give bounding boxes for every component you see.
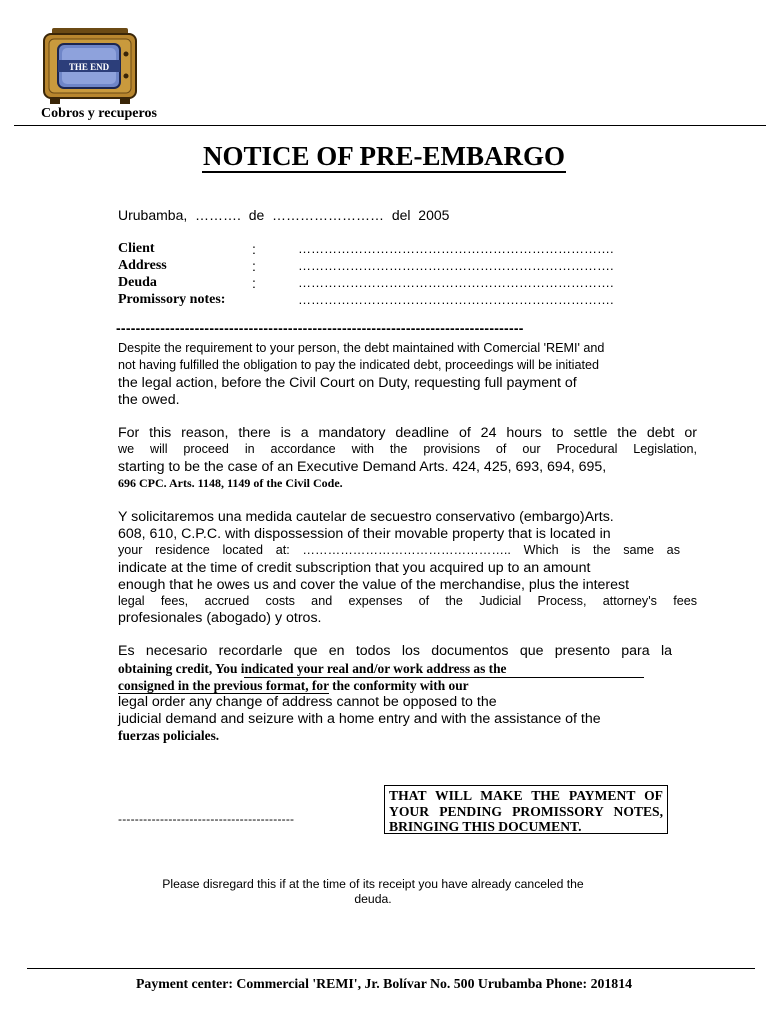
field-value-client: ………………………………………………………………. <box>298 241 614 256</box>
footer-divider <box>27 968 755 969</box>
section-separator: ----------------------------------------------------------------------------------- <box>116 320 524 336</box>
company-name: Cobros y recuperos <box>41 106 157 121</box>
disregard-note <box>118 877 628 907</box>
notice-line: BRINGING THIS DOCUMENT. <box>389 819 582 834</box>
tv-logo-icon <box>40 26 140 106</box>
paragraph4-line3-b: the conformity with our <box>328 678 469 693</box>
paragraph1-line4: the owed. <box>118 392 180 408</box>
field-colon: : <box>252 241 256 257</box>
header-divider <box>14 125 766 126</box>
paragraph2-line3: starting to be the case of an Executive Demand Arts. 424, 425, 693, 694, 695, <box>118 459 607 475</box>
field-value-promissory-notes: ………………………………………………………………. <box>298 292 614 307</box>
paragraph3-line1: Y solicitaremos una medida cautelar de secuestro conservativo (embargo)Arts. <box>118 509 614 525</box>
disregard-line2: deuda. <box>354 892 392 906</box>
field-label-client: Client <box>118 241 155 256</box>
paragraph3-line5: enough that he owes us and cover the value of the merchandise, plus the interest <box>118 577 630 593</box>
paragraph3-line7: profesionales (abogado) y otros. <box>118 610 322 626</box>
document-title <box>0 141 768 172</box>
paragraph4-line2-underlined: ndicated your real and/or work address as the <box>244 661 644 678</box>
paragraph4-line5: judicial demand and seizure with a home entry and with the assistance of the <box>118 711 601 727</box>
field-colon: : <box>252 258 256 274</box>
field-label-debt: Deuda <box>118 275 157 290</box>
paragraph4-line1: Es necesario recordarle que en todos los documentos que presento para la <box>118 643 672 659</box>
document-title-text: NOTICE OF PRE-EMBARGO <box>202 141 565 171</box>
field-value-address: ………………………………………………………………. <box>298 258 614 273</box>
paragraph4-line2 <box>118 661 644 678</box>
notice-line: THAT WILL MAKE THE PAYMENT OF <box>389 788 663 803</box>
paragraph1-line2: not having fulfilled the obligation to pay the indicated debt, proceedings will be initiated <box>118 358 599 372</box>
field-colon: : <box>252 275 256 291</box>
notice-line: YOUR PENDING PROMISSORY NOTES, <box>389 803 663 819</box>
paragraph3-line4: indicate at the time of credit subscription that you acquired up to an amount <box>118 560 591 576</box>
paragraph1-line1: Despite the requirement to your person, the debt maintained with Comercial 'REMI' and <box>118 341 605 355</box>
payment-notice-box <box>384 785 668 834</box>
paragraph2-line2: we will proceed in accordance with the provisions of our Procedural Legislation, <box>118 442 697 456</box>
payment-center-footer: Payment center: Commercial 'REMI', Jr. Bolívar No. 500 Urubamba Phone: 201814 <box>136 976 632 991</box>
date-line: Urubamba, ………. de …………………… del 2005 <box>118 207 450 223</box>
paragraph4-line3 <box>118 678 469 694</box>
paragraph2-line4: 696 CPC. Arts. 1148, 1149 of the Civil Code. <box>118 476 343 490</box>
paragraph3-line3: your residence located at: ………………………………………….. Which is the same as <box>118 543 680 557</box>
logo-text: THE END <box>68 62 110 72</box>
paragraph3-line2: 608, 610, C.P.C. with dispossession of their movable property that is located in <box>118 526 611 542</box>
paragraph4-line2-a: obtaining credit, You i <box>118 661 245 676</box>
field-value-debt: ………………………………………………………………. <box>298 275 614 290</box>
paragraph4-line3-underlined: consigned in the previous format, for <box>118 678 329 693</box>
disregard-line1: Please disregard this if at the time of its receipt you have already canceled the <box>162 877 584 891</box>
paragraph4-line6: fuerzas policiales. <box>118 728 220 743</box>
paragraph4-line4: legal order any change of address cannot be opposed to the <box>118 694 497 710</box>
paragraph1-line3: the legal action, before the Civil Court on Duty, requesting full payment of <box>118 375 577 391</box>
paragraph3-line6: legal fees, accrued costs and expenses of the Judicial Process, attorney's fees <box>118 594 697 608</box>
signature-line: ------------------------------------------ <box>118 812 295 826</box>
paragraph2-line1: For this reason, there is a mandatory deadline of 24 hours to settle the debt or <box>118 425 697 441</box>
field-label-address: Address <box>118 258 167 273</box>
field-label-promissory-notes: Promissory notes: <box>118 292 226 307</box>
